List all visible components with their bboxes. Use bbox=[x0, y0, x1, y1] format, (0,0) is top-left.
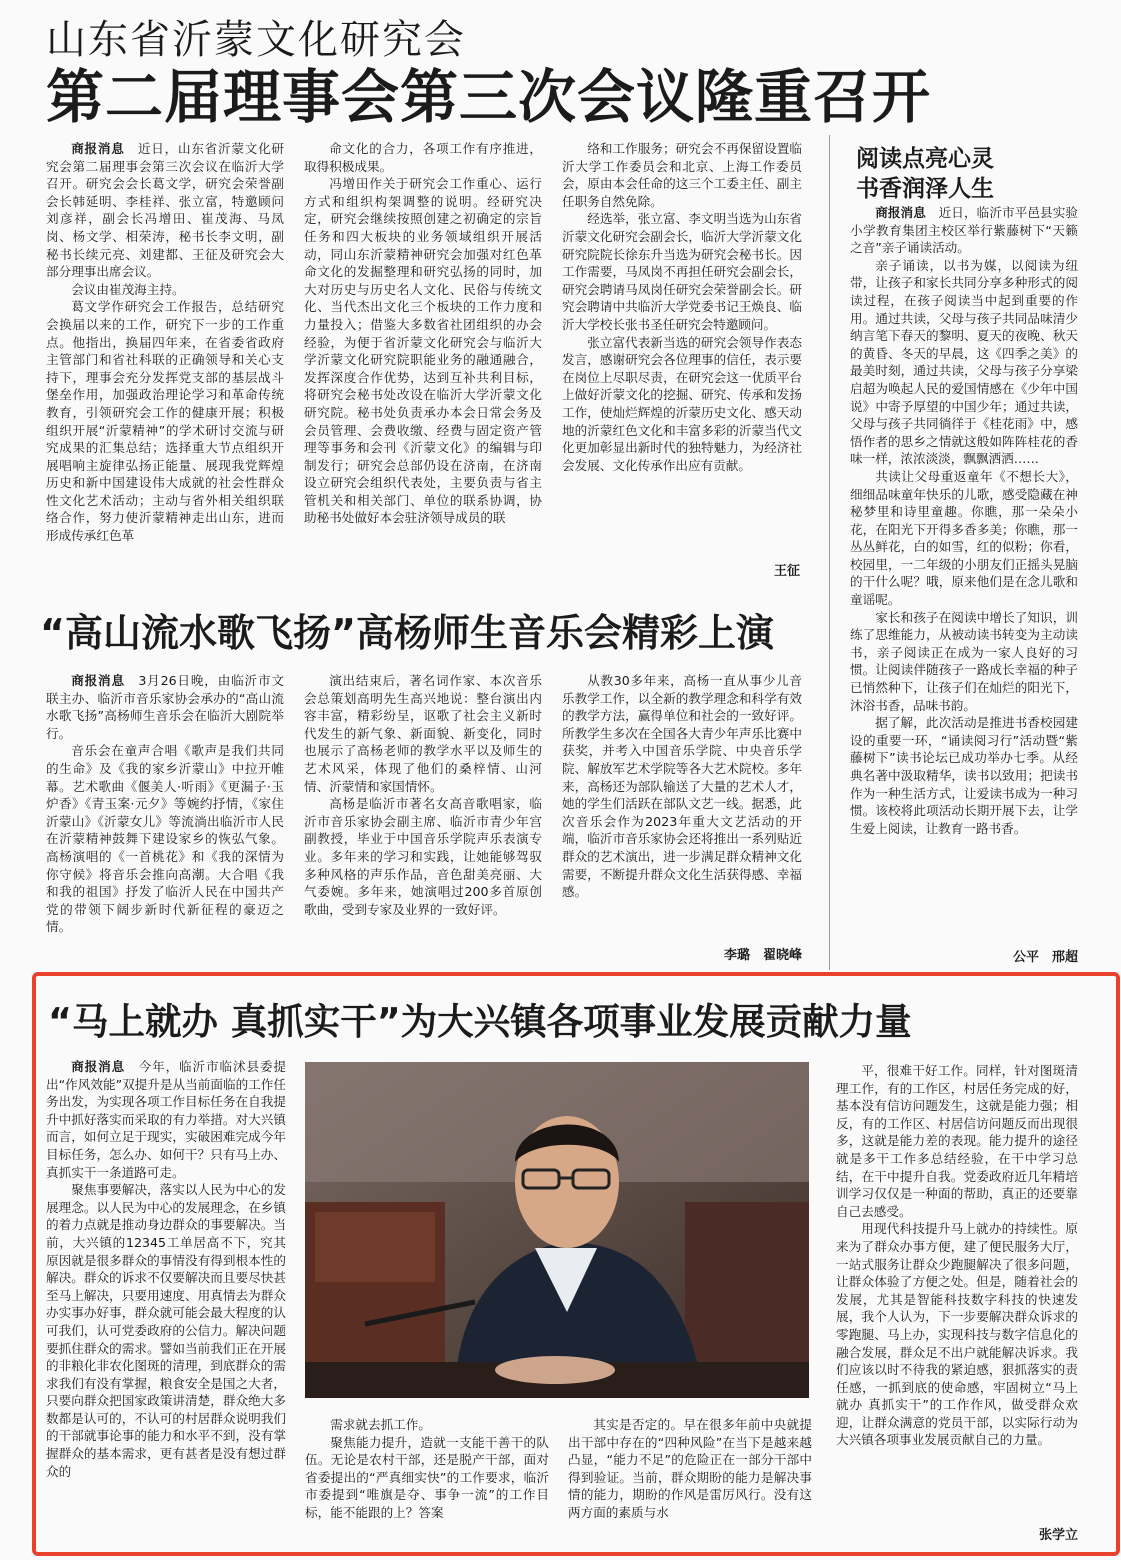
article4-title: “马上就办 真抓实干”为大兴镇各项事业发展贡献力量 bbox=[48, 1000, 912, 1043]
article3-col3 bbox=[562, 672, 802, 940]
article1-col2 bbox=[304, 140, 542, 580]
paragraph: 共读让父母重返童年《不想长大》，细细品味童年快乐的儿歌，感受隐藏在神秘梦里和诗里童趣。你瞧，那一朵朵小花，在阳光下开得多香多美；你瞧，那一丛丛鲜花，白的如雪，红的似粉；你看，校园里，一二年级的小朋友们正摇头晃脑的干什么呢？哦，原来他们是在念儿歌和童谣呢。 bbox=[850, 468, 1078, 608]
paragraph: 音乐会在童声合唱《歌声是我们共同的生命》及《我的家乡沂蒙山》中拉开帷幕。艺术歌曲《偃美人·听雨》《更漏子·玉炉香》《青玉案·元夕》等婉约抒情，《家住沂蒙山》《沂蒙女儿》等流淌出临沂市人民在沂蒙精神鼓舞下建设家乡的恢弘气象。高杨演唱的《一首桃花》和《我的深情为你守候》将音乐会推向高潮。大合唱《我和我的祖国》抒发了临沂人民在中国共产党的带领下阔步新时代新征程的豪迈之情。 bbox=[46, 743, 284, 935]
paragraph: 演出结束后，著名词作家、本次音乐会总策划高明先生高兴地说：整台演出内容丰富，精彩纷呈，讴歌了社会主义新时代发生的新气象、新面貌、新变化，同时也展示了高杨老师的教学水平以及师生的艺术风采，体现了他们的桑梓情、山河情、沂蒙情和家国情怀。 bbox=[304, 673, 542, 794]
paragraph: 经选举，张立富、李文明当选为山东省沂蒙文化研究会副会长，临沂大学沂蒙文化研究院院长徐东升当选为研究会秘书长。因工作需要，马凤岗不再担任研究会副会长，研究会聘请马凤岗任研究会荣誉副会长。研究会聘请中共临沂大学党委书记王焕良、临沂大学校长张书圣任研究会特邀顾问。 bbox=[562, 211, 802, 332]
article2-title-line2: 书香润泽人生 bbox=[856, 176, 994, 202]
article2-byline: 公平 邢超 bbox=[1012, 950, 1078, 965]
paragraph: 平，很难干好工作。同样，针对图斑清理工作，有的工作区，村居任务完成的好，基本没有信访问题发生，这就是能力强；相反，有的工作区、村居信访问题反而出现很多，这就是能力差的表现。能力提升的途径就是多干工作多总结经验，在干中学习总结，在干中提升自我。党委政府近几年精培训学习仅仅是一种面的帮助，真正的还要靠自己去感受。 bbox=[836, 1063, 1078, 1219]
article3-title: “高山流水歌飞扬”高杨师生音乐会精彩上演 bbox=[40, 611, 774, 655]
news-tag: 商报消息 bbox=[71, 141, 125, 156]
column-divider bbox=[829, 135, 830, 970]
paragraph: 需求就去抓工作。 bbox=[330, 1417, 431, 1432]
paragraph: 络和工作服务；研究会不再保留设置临沂大学工作委员会和北京、上海工作委员会，原由本会任命的这三个工委主任、副主任职务自然免除。 bbox=[562, 141, 802, 209]
article1-byline: 王征 bbox=[773, 564, 800, 579]
article4-col1 bbox=[46, 1058, 286, 1540]
paragraph: 从教30多年来，高杨一直从事少儿音乐教学工作，以全新的教学理念和科学有效的教学方法，赢得单位和社会的一致好评。所教学生多次在全国各大青少年声乐比赛中获奖，并考入中国音乐学院、中央音乐学院、解放军艺术学院等各大艺术院校。多年来，高杨还为部队输送了大量的艺术人才，她的学生们活跃在部队文艺一线。据悉，此次音乐会作为2023年重大文艺活动的开端，临沂市音乐家协会还将推出一系列贴近群众的艺术演出，进一步满足群众精神文化需要，不断提升群众文化生活获得感、幸福感。 bbox=[562, 673, 802, 900]
paragraph: 商报消息 近日，临沂市平邑县实验小学教育集团主校区举行紫藤树下“天籁之音”亲子诵读活动。 bbox=[850, 205, 1078, 256]
paragraph: 命文化的合力，各项工作有序推进，取得积极成果。 bbox=[304, 141, 542, 174]
article1-title: 第二届理事会第三次会议隆重召开 bbox=[46, 63, 932, 131]
article1-col1 bbox=[46, 140, 284, 580]
paragraph: 葛文学作研究会工作报告，总结研究会换届以来的工作，研究下一步的工作重点。他指出，换届四年来，在省委省政府主管部门和省社科联的正确领导和关心支持下，理事会充分发挥党支部的基层战斗堡垒作用，加强政治理论学习和革命传统教育，引领研究会工作的健康开展；积极组织开展“沂蒙精神”的学术研讨交流与研究成果的汇集总结；选择重大节点组织开展唱响主旋律弘扬正能量、展现我党辉煌历史和新中国建设伟大成就的社会性群众性文化艺术活动；主动与省外相关组织联络合作，努力使沂蒙精神走出山东，进而形成传承红色革 bbox=[46, 299, 284, 544]
article3-col2 bbox=[304, 672, 542, 962]
paragraph: 家长和孩子在阅读中增长了知识，训练了思维能力，从被动读书转变为主动读书，亲子阅读正在成为一家人良好的习惯。让阅读伴随孩子一路成长幸福的种子已悄然种下，让孩子们在灿烂的阳光下，沐浴书香，品味书韵。 bbox=[850, 609, 1078, 713]
paragraph: 据了解，此次活动是推进书香校园建设的重要一环，“诵读阅习行”活动暨“紫藤树下”读书论坛已成功举办七季。从经典名著中汲取精华，读书以致用；把读书作为一种生活方式，让爱读书成为一种习惯。该校将此项活动长期开展下去，让学生爱上阅读，让教育一路书香。 bbox=[850, 715, 1078, 836]
paragraph: 用现代科技提升马上就办的持续性。原来为了群众办事方便，建了便民服务大厅，一站式服务让群众少跑腿解决了很多问题，让群众体验了方便之处。但是，随着社会的发展，尤其是智能科技数字科技的快速发展，我个人认为，下一步要解决群众诉求的零跑腿、马上办，实现科技与数字信息化的融合发展，群众足不出户就能解决诉求。我们应该以时不待我的紧迫感，狠抓落实的责任感，一抓到底的使命感，牢固树立“马上就办 真抓实干”的工作作风，做受群众欢迎，让群众满意的党员干部，以实际行动为大兴镇各项事业发展贡献自己的力量。 bbox=[836, 1221, 1078, 1448]
article4-col4 bbox=[836, 1062, 1078, 1522]
paragraph: 聚焦事要解决，落实以人民为中心的发展理念。以人民为中心的发展理念，在乡镇的着力点就是推动身边群众的事要解决。当前，大兴镇的12345工单居高不下，究其原因就是很多群众的事情没有得到根本性的解决。群众的诉求不仅要解决而且要尽快甚至马上解决，只要用速度、用真情去为群众办实事办好事，群众就可能会最大程度的认可我们，认可党委政府的公信力。解决问题要抓住群众的需求。譬如当前我们正在开展的非粮化非农化图斑的清理，到底群众的需求我们有没有掌握，粮食安全是国之大者，只要向群众把国家政策讲清楚，群众绝大多数都是认可的，不认可的村居群众说明我们的干部就事论事的能力和水平不到，没有掌握群众的基本需求，更有甚者是没有想过群众的 bbox=[46, 1182, 286, 1479]
paragraph: 商报消息 近日，山东省沂蒙文化研究会第二届理事会第三次会议在临沂大学召开。研究会会长葛文学，研究会荣誉副会长韩延明、李桂祥、张立富，特邀顾问刘彦祥，副会长冯增田、崔茂海、马凤岗、杨文学、相荣涛，秘书长李文明，副秘书长续元亮、刘建都、王征及研究会大部分理事出席会议。 bbox=[46, 141, 284, 280]
photo-image bbox=[305, 1062, 809, 1398]
paragraph: 聚焦能力提升，造就一支能干善干的队伍。无论是农村干部，还是脱产干部，面对省委提出的“严真细实快”的工作要求，临沂市委提到“唯旗是夺、事争一流”的工作目标，能不能跟的上？答案 bbox=[305, 1434, 549, 1520]
paragraph: 张立富代表新当选的研究会领导作表态发言，感谢研究会各位理事的信任，表示要在岗位上尽职尽责，在研究会这一优质平台上做好沂蒙文化的挖掘、研究、传承和发扬工作，使灿烂辉煌的沂蒙历史文化、感天动地的沂蒙红色文化和丰富多彩的沂蒙当代文化更加彰显出新时代的独特魅力，为经济社会发展、文化传承作出应有贡献。 bbox=[562, 334, 802, 473]
article4-col3 bbox=[568, 1416, 812, 1540]
man-speaking-photo bbox=[305, 1062, 809, 1398]
article3-col1 bbox=[46, 672, 284, 962]
paragraph: 冯增田作关于研究会工作重心、运行方式和组织构架调整的说明。经研究决定，研究会继续按照创建之初确定的宗旨任务和四大板块的业务领域组织开展活动，同山东沂蒙精神研究会加强对红色革命文化的发掘整理和研究弘扬的同时，加大对历史与历史名人文化、民俗与传统文化、当代杰出文化三个板块的工作力度和力量投入；借鉴大多数省社团组织的办会经验，为便于省沂蒙文化研究会与临沂大学沂蒙文化研究院职能业务的融通融合，发挥深度合作优势，达到互补共利目标，将研究会秘书处改设在临沂大学沂蒙文化研究院。秘书处负责承办本会日常会务及会员管理、会费收缴、经费与固定资产管理等事务和会刊《沂蒙文化》的编辑与印制发行；研究会总部仍设在济南，在济南设立研究会组织代表处，主要负责与省主管机关和相关部门、单位的联系协调，协助秘书处做好本会驻济领导成员的联 bbox=[304, 176, 542, 526]
article1-kicker: 山东省沂蒙文化研究会 bbox=[46, 17, 466, 63]
article2-title-line1: 阅读点亮心灵 bbox=[856, 146, 994, 172]
paragraph: 其实是否定的。早在很多年前中央就提出干部中存在的“四种风险”在当下是越来越凸显，“能力不足”的危险正在一部分干部中得到验证。当前，群众期盼的能力是解决事情的能力，期盼的作风是雷厉风行。没有这两方面的素质与水 bbox=[568, 1417, 812, 1520]
paragraph: 商报消息 3月26日晚，由临沂市文联主办、临沂市音乐家协会承办的“高山流水歌飞扬”高杨师生音乐会在临沂大剧院举行。 bbox=[46, 673, 284, 741]
article2-title bbox=[856, 144, 1076, 204]
paragraph: 亲子诵读，以书为媒，以阅读为纽带，让孩子和家长共同分享多种形式的阅读过程，在孩子阅读当中起到重要的作用。通过共读，父母与孩子共同品味清少纳言笔下春天的黎明、夏天的夜晚、秋天的黄昏、冬天的早晨，这《四季之美》的最美时刻，通过共读，父母与孩子分享梁启超为唤起人民的爱国情感在《少年中国说》中寄予厚望的中国少年；通过共读，父母与孩子共同徜徉于《桂花雨》中，感悟作者的思乡之情就这般如阵阵桂花的香味一样，浓浓淡淡，飘飘洒洒…… bbox=[850, 257, 1078, 467]
paragraph: 会议由崔茂海主持。 bbox=[71, 281, 185, 297]
news-tag: 商报消息 bbox=[71, 673, 125, 688]
paragraph: 商报消息 今年，临沂市临沭县委提出“作风效能”双提升是从当前面临的工作任务出发，为实现各项工作目标任务在自我提升中抓好落实而采取的有力举措。对大兴镇而言，如何立足于现实，实破困难完成今年目标任务，怎么办、如何干？只有马上办、真抓实干一条道路可走。 bbox=[46, 1059, 286, 1180]
article4-col2 bbox=[305, 1416, 549, 1540]
article3-byline: 李璐 翟晓峰 bbox=[723, 948, 802, 963]
paragraph: 高杨是临沂市著名女高音歌唱家，临沂市音乐家协会副主席、临沂市青少年宫副教授，毕业于中国音乐学院声乐表演专业。多年来的学习和实践，让她能够驾驭多种风格的声乐作品，音色甜美亮丽、大气委婉。多年来，她演唱过200多首原创歌曲，受到专家及业界的一致好评。 bbox=[304, 796, 542, 917]
news-tag: 商报消息 bbox=[71, 1059, 126, 1074]
article2-body bbox=[850, 204, 1078, 944]
article1-col3 bbox=[562, 140, 802, 558]
article4-byline: 张学立 bbox=[1038, 1528, 1078, 1543]
news-tag: 商报消息 bbox=[875, 205, 926, 220]
